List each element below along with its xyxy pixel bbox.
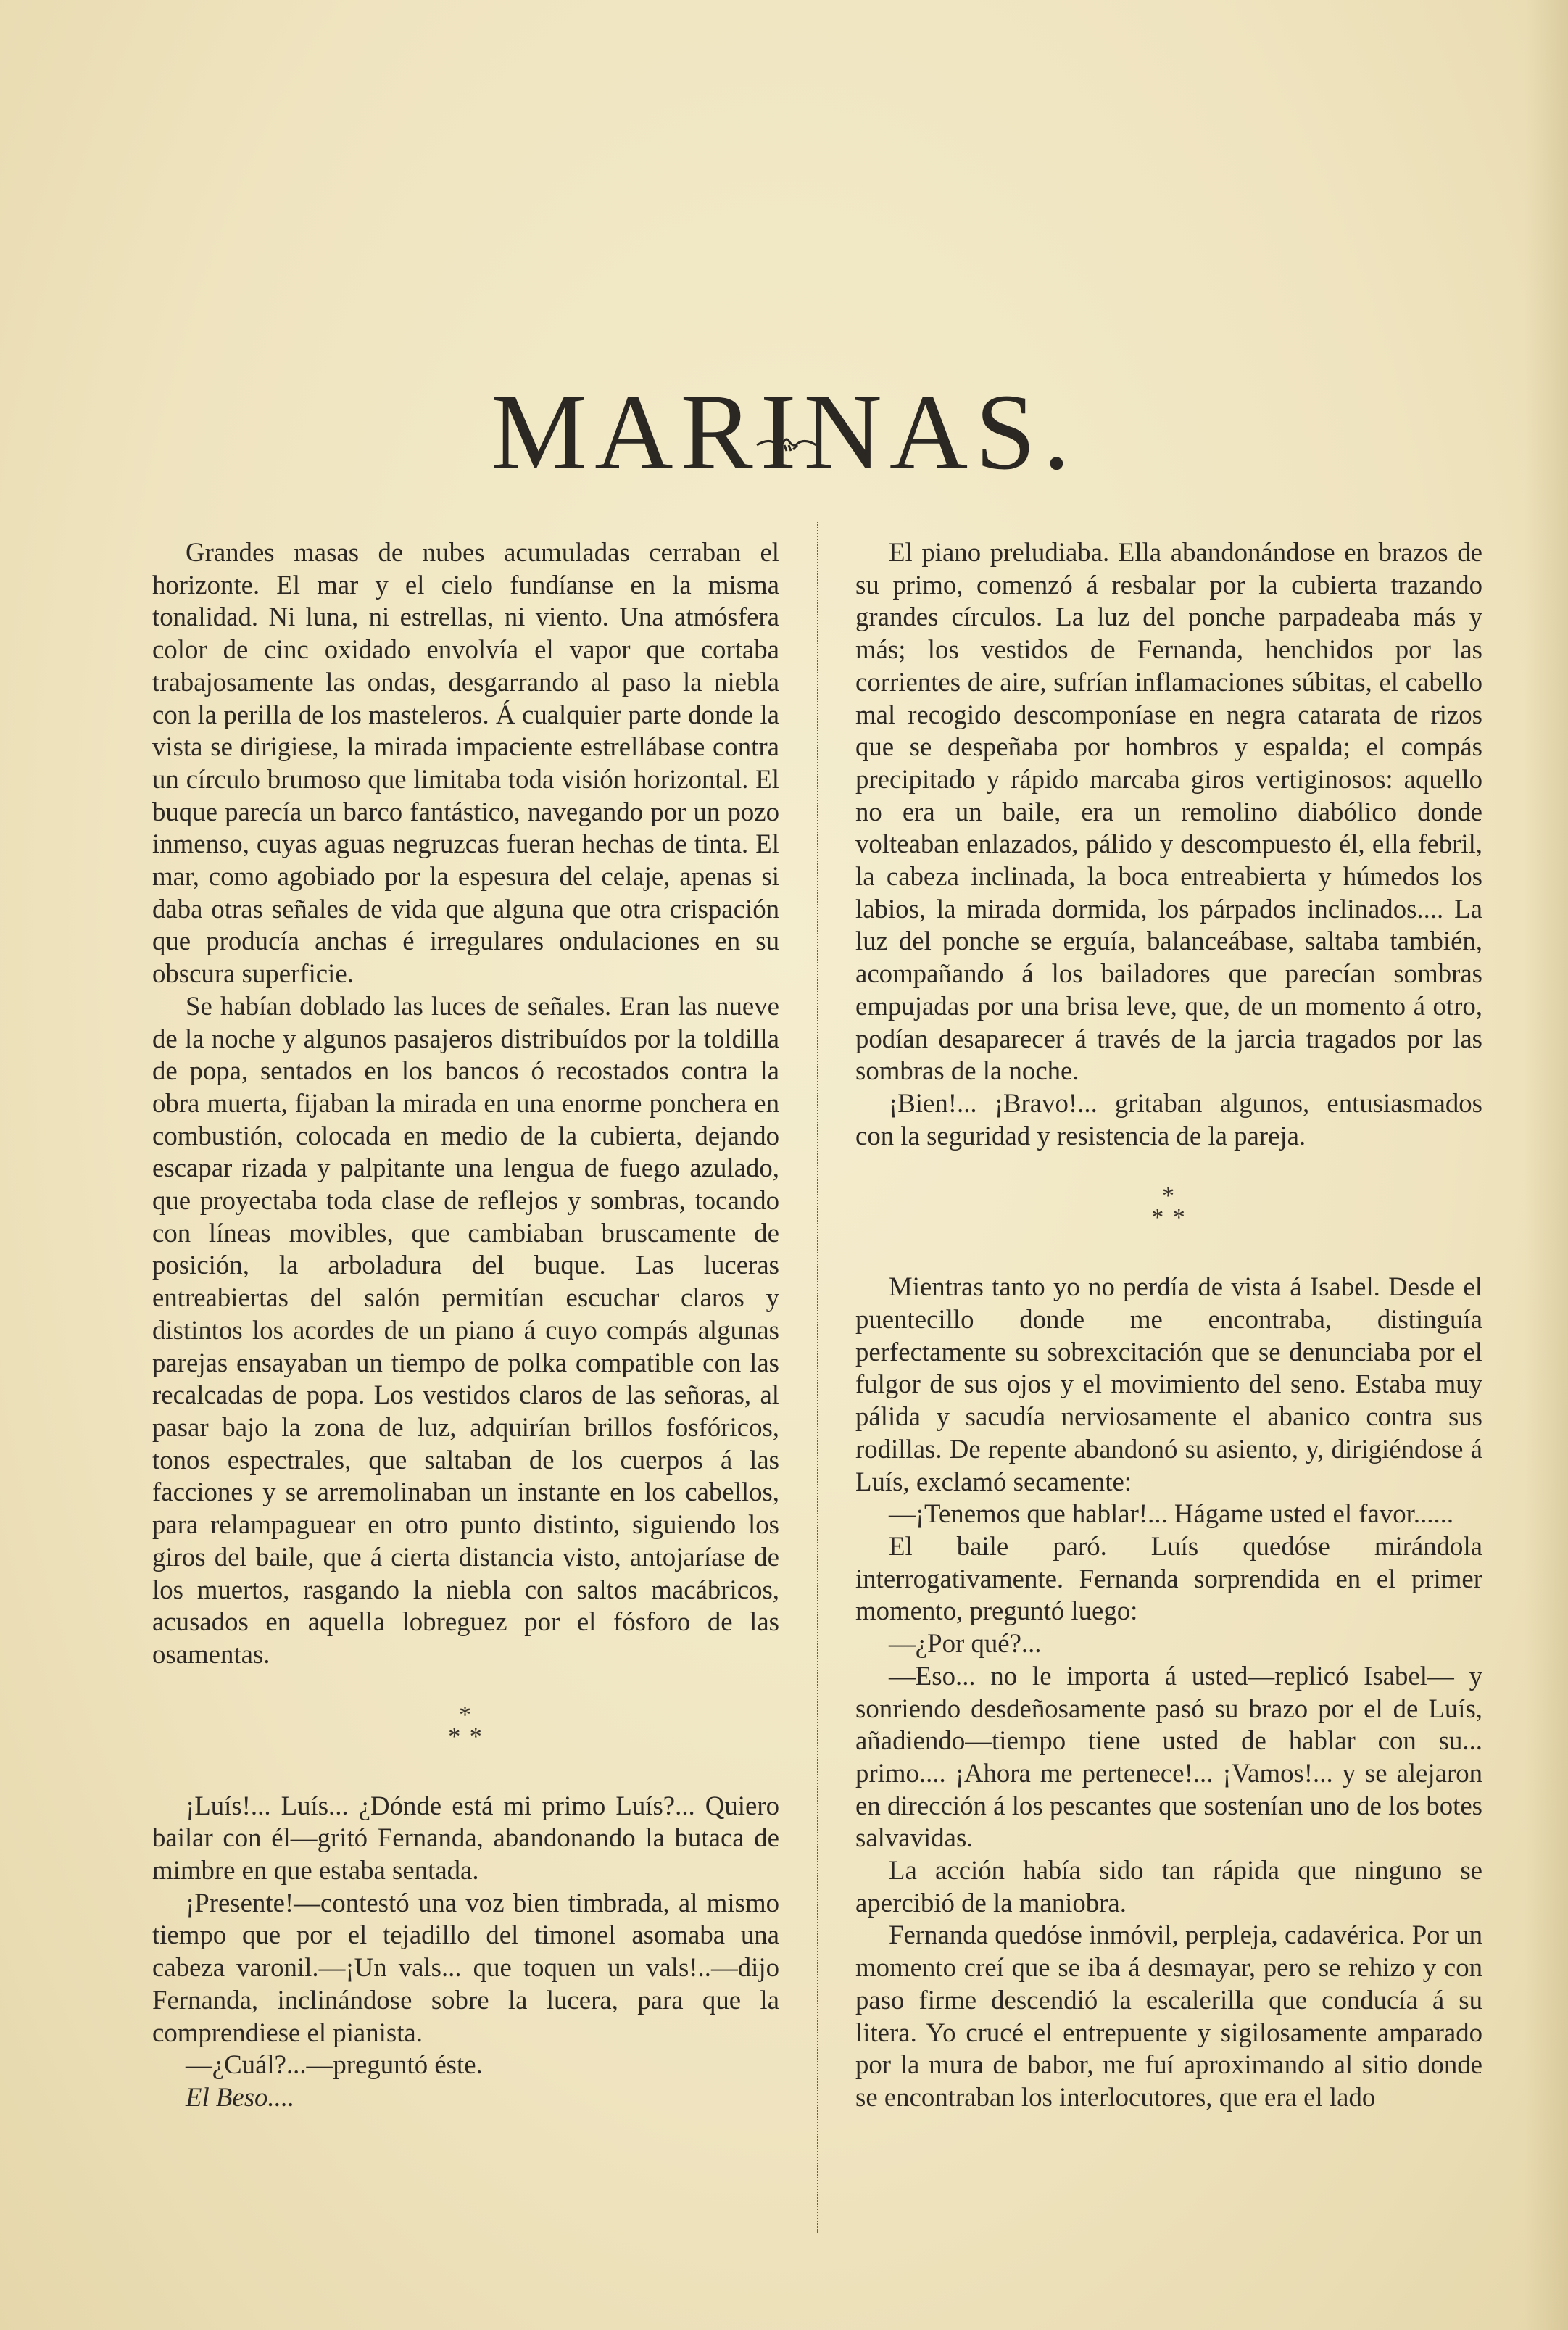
left-column	[152, 536, 779, 2114]
paragraph: ¡Bien!... ¡Bravo!... gritaban algunos, entusiasmados con la seguridad y resistencia de la pareja.	[855, 1087, 1482, 1151]
section-break-asterism: * * *	[1151, 1182, 1187, 1232]
paragraph: Mientras tanto yo no perdía de vista á Isabel. Desde el puentecillo donde me encontraba, distinguía perfectamente su sobrexcitación que se denunciaba por el fulgor de sus ojos y el movimiento del seno. Estaba muy pálida y sacudía nerviosamente el abanico contra sus rodillas. De repente abandonó su asiento, y, dirigiéndose á Luís, exclamó secamente:	[855, 1272, 1482, 1496]
paragraph: —¿Cuál?...—preguntó éste.	[186, 2049, 483, 2080]
paragraph: El baile paró. Luís quedóse mirándola interrogativamente. Fernanda sorprendida en el primer momento, preguntó luego:	[855, 1530, 1482, 1626]
paragraph: —¿Por qué?...	[889, 1628, 1042, 1659]
paragraph: La acción había sido tan rápida que ninguno se apercibió de la maniobra.	[855, 1855, 1482, 1918]
page-title: MARINAS.	[490, 371, 1078, 492]
column-divider	[817, 522, 818, 2233]
page-edge-shadow	[1525, 0, 1568, 2330]
section-break-asterism: * * *	[448, 1701, 484, 1750]
paragraph: Grandes masas de nubes acumuladas cerraban el horizonte. El mar y el cielo fundíanse en la misma tonalidad. Ni luna, ni estrellas, ni viento. Una atmósfera color de cinc oxidado envolvía el vapor que cortaba trabajosamente las ondas, desgarrando al paso la niebla con la perilla de los masteleros. Á cualquier parte donde la vista se dirigiese, la mirada impaciente estrellábase contra un círculo brumoso que limitaba toda visión horizontal. El buque parecía un barco fantástico, navegando por un pozo inmenso, cuyas aguas negruzcas fueran hechas de tinta. El mar, como agobiado por la espesura del celaje, apenas si daba otras señales de vida que alguna que otra crispación que producía anchas é irregulares ondulaciones en su obscura superficie.	[152, 537, 779, 989]
ornament-flourish-icon	[754, 435, 819, 452]
paragraph: ¡Luís!... Luís... ¿Dónde está mi primo Luís?... Quiero bailar con él—gritó Fernanda, abandonando la butaca de mimbre en que estaba sentada.	[152, 1790, 779, 1886]
paragraph: —Eso... no le importa á usted—replicó Isabel— y sonriendo desdeñosamente pasó su brazo por el de Luís, añadiendo—tiempo tiene usted de hablar con su... primo.... ¡Ahora me pertenece!... ¡Vamos!... y se alejaron en dirección á los pescantes que sostenían uno de los botes salvavidas.	[855, 1660, 1482, 1853]
paragraph: Se habían doblado las luces de señales. Eran las nueve de la noche y algunos pasajeros distribuídos por la toldilla de popa, sentados en los bancos ó recostados contra la obra muerta, fijaban la mirada en una enorme ponchera en combustión, colocada en medio de la cubierta, dejando escapar rizada y palpitante una lengua de fuego azulado, que proyectaba toda clase de reflejos y sombras, tocando con líneas movibles, que cambiaban bruscamente de posición, la arboladura del buque. Las luceras entreabiertas del salón permitían escuchar claros y distintos los acordes de un piano á cuyo compás algunas parejas ensayaban un tiempo de polka compatible con las recalcadas de popa. Los vestidos claros de las señoras, al pasar bajo la zona de luz, adquirían brillos fosfóricos, tonos espectrales, que saltaban de los cuerpos á las facciones y se arremolinaban un instante en los cabellos, para relampaguear en otro punto distinto, siguiendo los giros del baile, que á cierta distancia visto, antojaríase de los muertos, rasgando la niebla con saltos macábricos, acusados en aquella lobreguez por el fósforo de las osamentas.	[152, 990, 779, 1669]
paragraph: —¡Tenemos que hablar!... Hágame usted el favor......	[889, 1498, 1454, 1529]
italic-line: El Beso....	[186, 2081, 295, 2112]
paragraph: Fernanda quedóse inmóvil, perpleja, cadavérica. Por un momento creí que se iba á desmayar, pero se rehizo y con paso firme descendió la escalerilla que conducía á su litera. Yo crucé el entrepuente y sigilosamente amparado por la mura de babor, me fuí aproximando al sitio donde se encontraban los interlocutores, que era el lado	[855, 1920, 1482, 2112]
right-column	[855, 536, 1482, 2114]
paragraph: El piano preludiaba. Ella abandonándose en brazos de su primo, comenzó á resbalar por la cubierta trazando grandes círculos. La luz del ponche parpadeaba más y más; los vestidos de Fernanda, henchidos por las corrientes de aire, sufrían inflamaciones súbitas, el cabello mal recogido descomponíase en negra catarata de rizos que se despeñaba por hombros y espalda; el compás precipitado y rápido marcaba giros vertiginosos: aquello no era un baile, era un remolino diabólico donde volteaban enlazados, pálido y descompuesto él, ella febril, la cabeza inclinada, la boca entreabierta y húmedos los labios, la mirada dormida, los párpados inclinados.... La luz del ponche se erguía, balanceábase, saltaba también, acompañando á los bailadores que parecían sombras empujadas por una brisa leve, que, de un momento á otro, podían desaparecer á través de la jarcia tragados por las sombras de la noche.	[855, 537, 1482, 1086]
paragraph: ¡Presente!—contestó una voz bien timbrada, al mismo tiempo que por el tejadillo del timonel asomaba una cabeza varonil.—¡Un vals... que toquen un vals!..—dijo Fernanda, inclinándose sobre la lucera, para que la comprendiese el pianista.	[152, 1887, 779, 2047]
